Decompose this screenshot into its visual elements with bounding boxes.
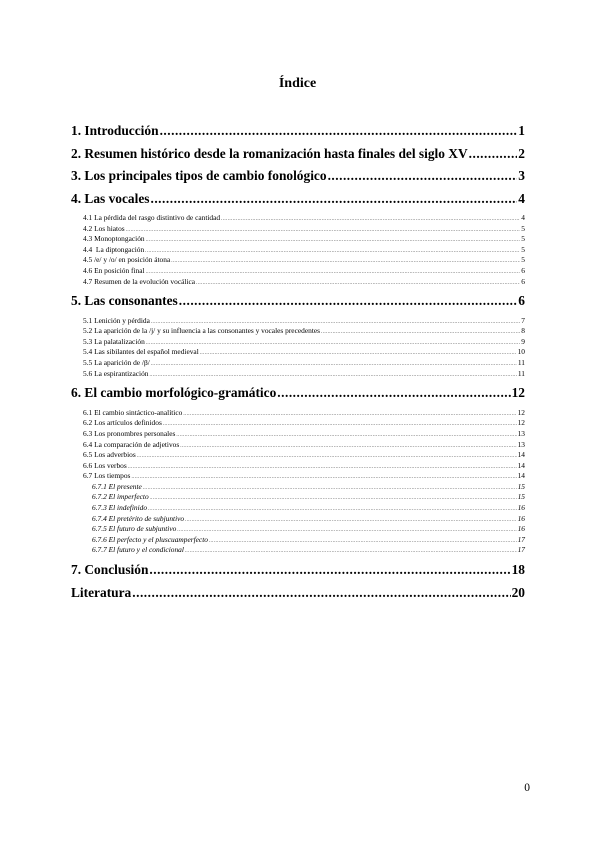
toc-leader-dots — [179, 290, 518, 313]
toc-entry-label: 4. Las vocales — [71, 190, 150, 206]
toc-leader-dots — [149, 559, 510, 582]
toc-entry-label: 6.7.3 El indefinido — [92, 503, 148, 513]
toc-entry[interactable] — [71, 165, 525, 188]
toc-entry[interactable] — [71, 143, 525, 166]
toc-leader-dots — [180, 442, 516, 453]
toc-entry-label: 6.4 La comparación de adjetivos — [83, 439, 180, 449]
toc-leader-dots — [163, 420, 517, 431]
toc-entry-label: 6.5 Los adverbios — [83, 450, 136, 460]
toc-entry-page: 4 — [518, 190, 525, 206]
toc-leader-dots — [328, 165, 518, 188]
toc-subentry[interactable] — [71, 316, 525, 327]
toc-leader-dots — [183, 410, 516, 421]
toc-leader-dots — [148, 505, 517, 516]
toc-entry-page: 16 — [517, 513, 525, 523]
toc-entry-page: 20 — [511, 584, 525, 600]
toc-leader-dots — [146, 236, 521, 247]
toc-leader-dots — [209, 537, 517, 548]
toc-leader-dots — [149, 371, 516, 382]
toc-entry-page: 7 — [521, 315, 525, 325]
toc-entry-page: 6 — [518, 293, 525, 309]
toc-subentry[interactable] — [71, 450, 525, 461]
toc-leader-dots — [221, 215, 520, 226]
toc-entry-label: 3. Los principales tipos de cambio fonológico — [71, 168, 327, 183]
toc-leader-dots — [185, 516, 517, 527]
toc-entry-label: 5.5 La aparición de /β/ — [83, 358, 150, 368]
toc-entry-page: 11 — [517, 368, 525, 378]
toc-entry-label: 5.3 La palatalización — [83, 336, 145, 346]
toc-entry-label: 4.2 Los hiatos — [83, 223, 125, 233]
toc-leader-dots — [150, 494, 517, 505]
toc-subentry[interactable] — [71, 418, 525, 429]
toc-entry-page: 13 — [517, 428, 525, 438]
toc-entry-label: 6.7.2 El imperfecto — [92, 492, 149, 502]
toc-entry-page: 13 — [517, 439, 525, 449]
toc-subentry[interactable] — [71, 461, 525, 472]
toc-subentry[interactable] — [71, 234, 525, 245]
toc-subentry[interactable] — [71, 326, 525, 337]
toc-entry-label: 4.4 La diptongación — [83, 244, 145, 254]
toc-entry-label: 2. Resumen histórico desde la romanización hasta finales del siglo XV — [71, 145, 468, 161]
toc-entry-label: 6.1 El cambio sintáctico-analítico — [83, 407, 183, 417]
toc-subsubentry[interactable] — [71, 514, 525, 525]
toc-subsubentry[interactable] — [71, 482, 525, 493]
page-number: 0 — [524, 782, 530, 794]
toc-entry-label: 6.6 Los verbos — [83, 460, 127, 470]
toc-entry-page: 16 — [517, 524, 525, 534]
toc-entry-label: 6. El cambio morfológico-gramático — [71, 385, 277, 401]
toc-subsubentry[interactable] — [71, 545, 525, 556]
toc-entry-page: 12 — [511, 385, 525, 401]
toc-entry[interactable] — [71, 582, 525, 605]
toc-entry-page: 5 — [521, 244, 525, 254]
toc-entry-label: 6.2 Los artículos definidos — [83, 418, 162, 428]
toc-entry-page: 11 — [517, 358, 525, 368]
toc-leader-dots — [196, 279, 520, 290]
toc-leader-dots — [146, 268, 521, 279]
toc-entry-label: 5.1 Lenición y pérdida — [83, 315, 150, 325]
toc-subentry[interactable] — [71, 277, 525, 288]
toc-entry-page: 14 — [517, 460, 525, 470]
toc-entry-page: 2 — [518, 145, 525, 161]
toc-leader-dots — [145, 247, 520, 258]
toc-leader-dots — [126, 226, 521, 237]
toc-entry-page: 5 — [521, 234, 525, 244]
toc-entry-label: 4.1 La pérdida del rasgo distintivo de cantidad — [83, 213, 221, 222]
toc-leader-dots — [132, 582, 510, 605]
toc-entry-page: 18 — [511, 562, 525, 578]
toc-entry-page: 15 — [517, 492, 525, 502]
toc-leader-dots — [137, 452, 517, 463]
toc-entry-label: 5.4 Las sibilantes del español medieval — [83, 347, 199, 357]
toc-subsubentry[interactable] — [71, 524, 525, 535]
toc-leader-dots — [128, 463, 517, 474]
toc-entry-page: 12 — [517, 418, 525, 428]
toc-entry-page: 8 — [521, 326, 525, 336]
toc-entry-label: 7. Conclusión — [71, 562, 149, 578]
toc-entry-page: 15 — [517, 481, 525, 491]
toc-leader-dots — [469, 143, 518, 166]
toc-entry-label: 1. Introducción — [71, 123, 159, 138]
toc-subentry[interactable] — [71, 429, 525, 440]
toc-entry-page: 6 — [521, 265, 525, 275]
toc-entry[interactable] — [71, 382, 525, 405]
toc-entry-label: 5. Las consonantes — [71, 293, 178, 309]
toc-subentry[interactable] — [71, 255, 525, 266]
toc-entry-page: 12 — [517, 407, 525, 417]
toc-entry-page: 10 — [517, 347, 525, 357]
toc-entry[interactable] — [71, 120, 525, 143]
toc-leader-dots — [131, 473, 516, 484]
toc-leader-dots — [146, 339, 521, 350]
toc-entry-label: 4.5 /e/ y /o/ en posición átona — [83, 255, 171, 265]
toc-entry-label: 4.3 Monoptongación — [83, 234, 145, 244]
toc-entry-label: 6.7.1 El presente — [92, 481, 142, 491]
toc-entry-page: 14 — [517, 471, 525, 481]
toc-entry-page: 4 — [521, 213, 525, 222]
toc-entry-label: 5.2 La aparición de la /j/ y su influencia a las consonantes y vocales precedentes — [83, 326, 321, 336]
toc-subentry[interactable] — [71, 358, 525, 369]
toc-entry-label: 6.7.4 El pretérito de subjuntivo — [92, 513, 185, 523]
toc-leader-dots — [150, 188, 517, 211]
page-title: Índice — [278, 76, 317, 91]
toc-leader-dots — [160, 120, 518, 143]
toc-subentry[interactable] — [71, 347, 525, 358]
toc-subsubentry[interactable] — [71, 535, 525, 546]
toc-entry-page: 3 — [518, 168, 525, 183]
toc-subsubentry[interactable] — [71, 503, 525, 514]
toc-entry-page: 5 — [521, 223, 525, 233]
toc-entry-page: 5 — [521, 255, 525, 265]
toc-subentry[interactable] — [71, 213, 525, 224]
toc-entry-page: 17 — [517, 545, 525, 555]
toc-entry[interactable] — [71, 290, 525, 313]
toc-subentry[interactable] — [71, 224, 525, 235]
toc-entry-label: 6.3 Los pronombres personales — [83, 428, 176, 438]
toc-leader-dots — [177, 526, 516, 537]
toc-subentry[interactable] — [71, 337, 525, 348]
toc-subentry[interactable] — [71, 440, 525, 451]
toc-subentry[interactable] — [71, 408, 525, 419]
toc-subentry[interactable] — [71, 266, 525, 277]
toc-entry-page: 14 — [517, 450, 525, 460]
toc-entry-label: 4.7 Resumen de la evolución vocálica — [83, 276, 196, 286]
toc-leader-dots — [277, 382, 510, 405]
toc-leader-dots — [176, 431, 516, 442]
toc-entry-label: 6.7.7 El futuro y el condicional — [92, 545, 184, 555]
toc-entry[interactable] — [71, 559, 525, 582]
toc-entry-label: 6.7 Los tiempos — [83, 471, 131, 481]
toc-entry-page: 16 — [517, 503, 525, 513]
toc-entry-label: 6.7.6 El perfecto y el pluscuamperfecto — [92, 534, 208, 544]
toc-leader-dots — [185, 547, 517, 558]
toc-entry-label: 4.6 En posición final — [83, 265, 145, 275]
toc-subentry[interactable] — [71, 245, 525, 256]
toc-entry-label: Literatura — [71, 584, 132, 600]
toc-entry-label: 6.7.5 El futuro de subjuntivo — [92, 524, 177, 534]
toc-entry-page: 9 — [521, 336, 525, 346]
toc-entry-label: 5.6 La espirantización — [83, 368, 149, 378]
toc-entry-page: 1 — [518, 123, 525, 138]
toc-leader-dots — [321, 328, 520, 339]
toc-entry-page: 6 — [521, 276, 525, 286]
toc-entry-page: 17 — [517, 534, 525, 544]
toc-leader-dots — [151, 360, 517, 371]
toc-leader-dots — [200, 349, 517, 360]
toc-subentry[interactable] — [71, 471, 525, 482]
toc-leader-dots — [143, 484, 517, 495]
toc-leader-dots — [171, 257, 520, 268]
table-of-contents — [71, 120, 525, 604]
toc-subentry[interactable] — [71, 369, 525, 380]
toc-subsubentry[interactable] — [71, 492, 525, 503]
toc-entry[interactable] — [71, 188, 525, 211]
